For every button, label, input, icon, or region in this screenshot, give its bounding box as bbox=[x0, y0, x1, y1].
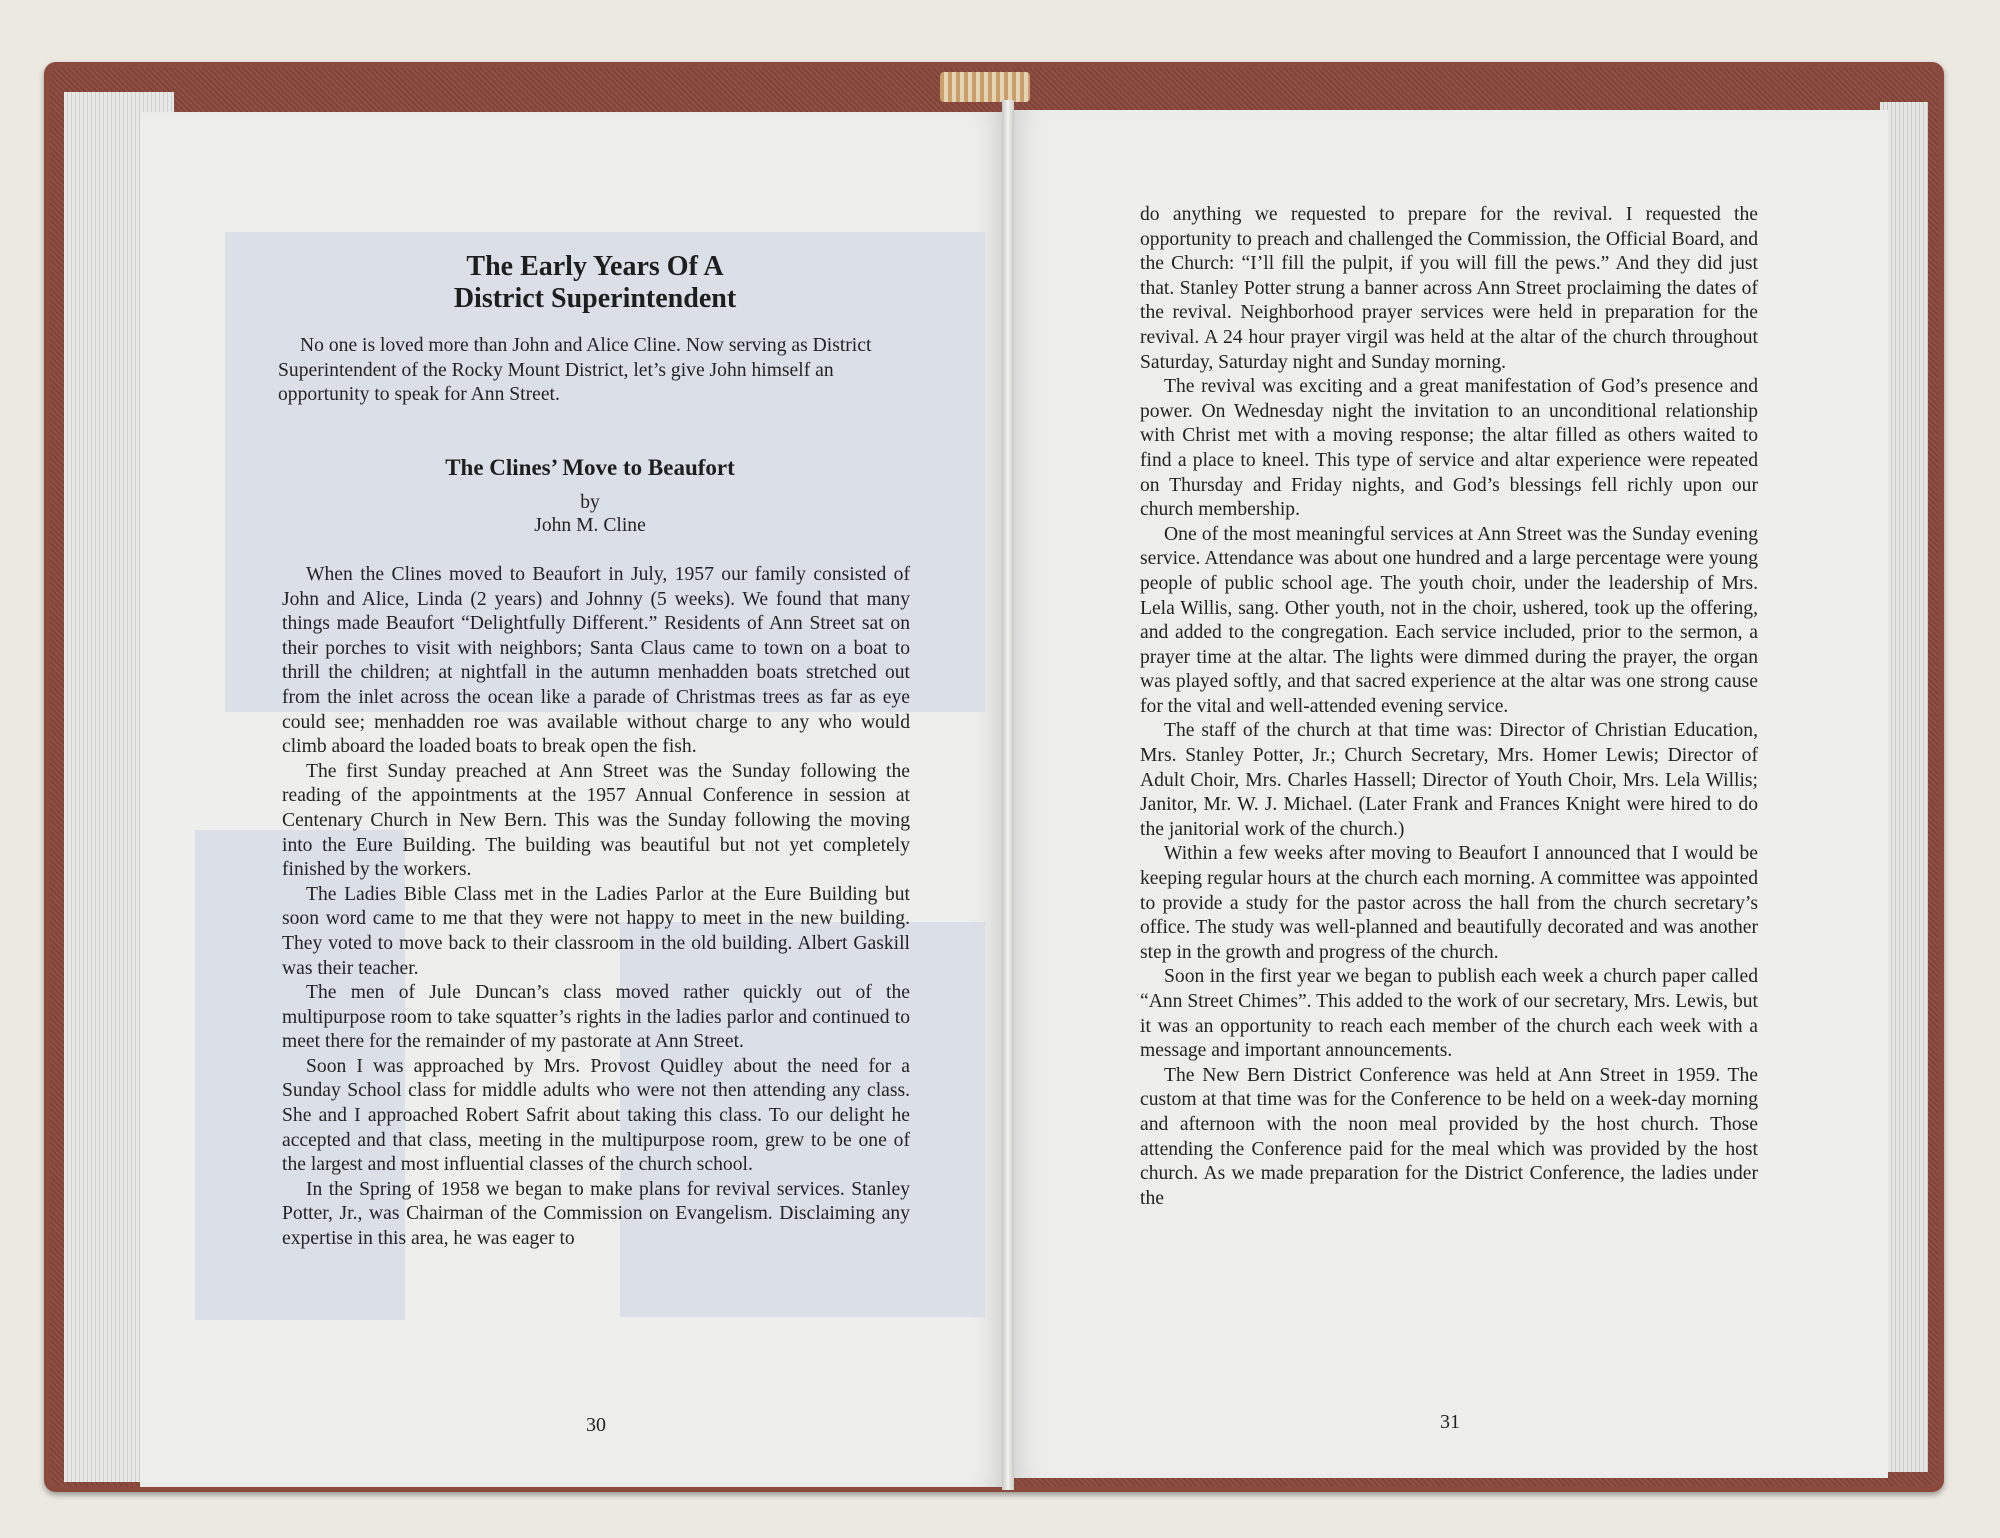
article-title bbox=[225, 251, 965, 315]
book-gutter bbox=[1002, 100, 1014, 1490]
author-name: John M. Cline bbox=[534, 515, 646, 536]
title-line-2: District Superintendent bbox=[453, 283, 737, 314]
body-paragraph: do anything we requested to prepare for the revival. I requested the opportunity to preach and challenged the Commission, the Official Board, and the Church: “I’ll fill the pulpit, if you will fill the pews.” And they did just that. Stanley Potter strung a banner across Ann Street proclaiming the dates of the revival. Neighborhood prayer services were held in preparation for the revival. A 24 hour prayer virgil was held at the altar of the church throughout Saturday, Saturday night and Sunday morning. bbox=[1140, 204, 1758, 373]
intro-paragraph: No one is loved more than John and Alice Cline. Now serving as District Superintendent of the Rocky Mount District, let’s give John himself an opportunity to speak for Ann Street. bbox=[278, 335, 872, 406]
right-body-text bbox=[1140, 203, 1758, 1211]
body-paragraph: When the Clines moved to Beaufort in July, 1957 our family consisted of John and Alice, Linda (2 years) and Johnny (5 weeks). We found that many things made Beaufort “Delightfully Different.” Residents of Ann Street sat on their porches to visit with neighbors; Santa Claus came to town on a boat to thrill the children; at nightfall in the autumn menhadden boats stretched out from the inlet across the ocean like a parade of Christmas trees as far as eye could see; menhadden roe was available without charge to any who would climb aboard the loaded boats to break open the fish. bbox=[282, 564, 910, 758]
body-paragraph: The revival was exciting and a great manifestation of God’s presence and power. On Wednesday night the invitation to an unconditional relationship with Christ met with a moving response; the altar filled as others waited to find a place to kneel. This type of service and altar experience were repeated on Thursday and Friday nights, and God’s blessings fell richly upon our church membership. bbox=[1140, 376, 1758, 521]
title-line-1: The Early Years Of A bbox=[466, 251, 724, 282]
body-paragraph: Soon in the first year we began to publish each week a church paper called “Ann Street Chimes”. This added to the work of our secretary, Mrs. Lewis, but it was an opportunity to reach each member of the church each week with a message and important announcements. bbox=[1140, 966, 1758, 1062]
body-paragraph: One of the most meaningful services at Ann Street was the Sunday evening service. Attendance was about one hundred and a large percentage were young people of public school age. The youth choir, under the leadership of Mrs. Lela Willis, sang. Other youth, not in the choir, ushered, took up the offering, and added to the congregation. Each service included, prior to the sermon, a prayer time at the altar. The lights were dimmed during the prayer, the organ was played softly, and that sacred experience at the altar was one strong cause for the vital and well-attended evening service. bbox=[1140, 523, 1758, 717]
body-paragraph: The first Sunday preached at Ann Street was the Sunday following the reading of the appointments at the 1957 Annual Conference in session at Centenary Church in New Bern. This was the Sunday following the moving into the Eure Building. The building was beautiful but not yet completely finished by the workers. bbox=[282, 760, 910, 881]
body-paragraph: The men of Jule Duncan’s class moved rather quickly out of the multipurpose room to take squatter’s rights in the ladies parlor and continued to meet there for the remainder of my pastorate at Ann Street. bbox=[282, 982, 910, 1053]
body-paragraph: The New Bern District Conference was held at Ann Street in 1959. The custom at that time was for the Conference to be held on a week-day morning and afternoon with the noon meal provided by the host church. Those attending the Conference paid for the meal which was provided by the host church. As we made preparation for the District Conference, the ladies under the bbox=[1140, 1064, 1758, 1209]
body-paragraph: In the Spring of 1958 we began to make plans for revival services. Stanley Potter, Jr., was Chairman of the Commission on Evangelism. Disclaiming any expertise in this area, he was eager to bbox=[282, 1178, 910, 1250]
body-paragraph: Soon I was approached by Mrs. Provost Quidley about the need for a Sunday School class for middle adults who were not then attending any class. She and I approached Robert Safrit about taking this class. To our delight he accepted and that class, meeting in the multipurpose room, grew to be one of the largest and most influential classes of the church school. bbox=[282, 1055, 910, 1176]
body-paragraph: Within a few weeks after moving to Beaufort I announced that I would be keeping regular hours at the church each morning. A committee was appointed to provide a study for the pastor across the hall from the church secretary’s office. The study was well-planned and beautifully decorated and was another step in the growth and progress of the church. bbox=[1140, 843, 1758, 963]
spine-headband bbox=[940, 72, 1030, 102]
body-paragraph: The staff of the church at that time was: Director of Christian Education, Mrs. Stanley Potter, Jr.; Church Secretary, Mrs. Homer Lewis; Director of Adult Choir, Mrs. Charles Hassell; Director of Youth Choir, Mrs. Lela Willis; Janitor, Mr. W. J. Michael. (Later Frank and Frances Knight were hired to do the janitorial work of the church.) bbox=[1140, 720, 1758, 840]
byline-by: by bbox=[580, 492, 600, 513]
page-number-left: 30 bbox=[586, 1414, 606, 1436]
section-heading: The Clines’ Move to Beaufort bbox=[445, 455, 735, 480]
page-number-right: 31 bbox=[1440, 1411, 1460, 1433]
body-paragraph: The Ladies Bible Class met in the Ladies Parlor at the Eure Building but soon word came to me that they were not happy to meet in the new building. They voted to move back to their classroom in the old building. Albert Gaskill was their teacher. bbox=[282, 883, 910, 979]
left-body-text bbox=[282, 563, 910, 1252]
